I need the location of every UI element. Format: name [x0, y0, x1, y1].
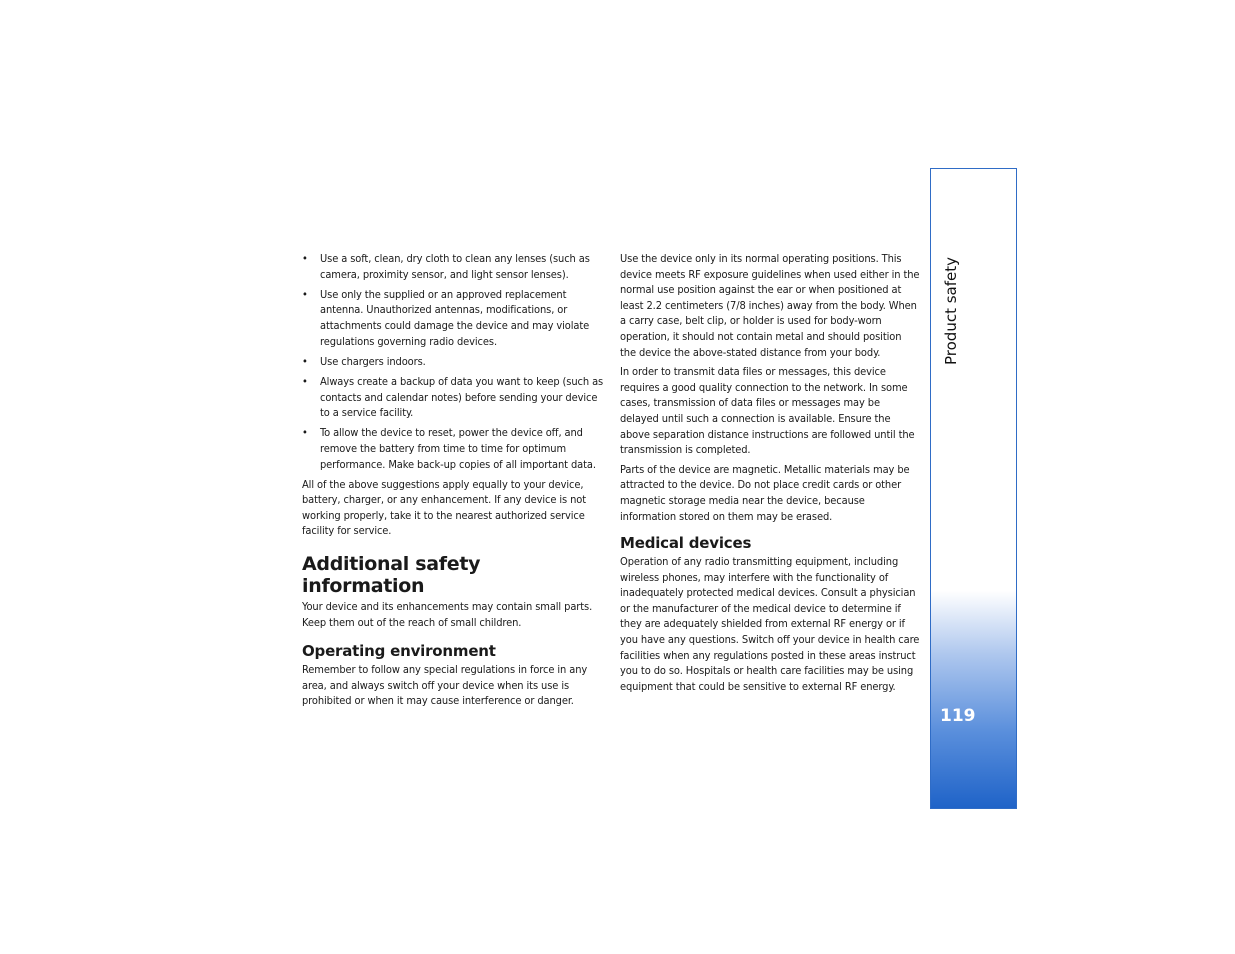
list-item: • Always create a backup of data you want to keep (such as contacts and calendar notes) before sending your device to a service facility.	[302, 374, 604, 421]
list-item: • Use a soft, clean, dry cloth to clean any lenses (such as camera, proximity sensor, and light sensor lenses).	[302, 251, 604, 282]
list-item: • To allow the device to reset, power the device off, and remove the battery from time to time for optimum performance. Make back-up copies of all important data.	[302, 425, 604, 472]
left-column	[302, 251, 604, 713]
additional-safety-heading: Additional safety information	[302, 553, 481, 598]
operating-environment-paragraph: Remember to follow any special regulations in force in any area, and always switch off your device when its use is prohibited or when it may cause interference or danger.	[302, 663, 588, 708]
section-label: Product safety	[942, 257, 960, 365]
list-item: • Use chargers indoors.	[302, 354, 604, 370]
data-transmission-paragraph: In order to transmit data files or messages, this device requires a good quality connection to the network. In some cases, transmission of data files or messages may be delayed until such a connection is available. Ensure the above separation distance instructions are followed until the transmission is completed.	[620, 365, 915, 457]
additional-safety-paragraph: Your device and its enhancements may contain small parts. Keep them out of the reach of small children.	[302, 600, 593, 629]
operating-environment-heading: Operating environment	[302, 642, 496, 661]
page-number: 119	[940, 706, 976, 726]
rf-exposure-paragraph: Use the device only in its normal operating positions. This device meets RF exposure guidelines when used either in the normal use position against the ear or when positioned at least 2.2 centimeters (7/8 inches) away from the body. When a carry case, belt clip, or holder is used for body-worn operation, it should not contain metal and should position the device the above-stated distance from your body.	[620, 252, 920, 359]
care-summary-paragraph: All of the above suggestions apply equally to your device, battery, charger, or any enhancement. If any device is not working properly, take it to the nearest authorized service facility for service.	[302, 477, 587, 538]
right-column	[620, 251, 920, 698]
medical-devices-paragraph: Operation of any radio transmitting equipment, including wireless phones, may interfere with the functionality of inadequately protected medical devices. Consult a physician or the manufacturer of the medical device to determine if they are adequately shielded from external RF energy or if you have any questions. Switch off your device in health care facilities when any regulations posted in these areas instruct you to do so. Hospitals or health care facilities may be using equipment that could be sensitive to external RF energy.	[620, 555, 920, 693]
medical-devices-heading: Medical devices	[620, 534, 752, 553]
list-item: • Use only the supplied or an approved replacement antenna. Unauthorized antennas, modifications, or attachments could damage the device and may violate regulations governing radio devices.	[302, 287, 604, 349]
care-bullet-list	[302, 251, 604, 472]
magnetic-parts-paragraph: Parts of the device are magnetic. Metallic materials may be attracted to the device. Do not place credit cards or other magnetic storage media near the device, because information stored on them may be erased.	[620, 462, 910, 523]
